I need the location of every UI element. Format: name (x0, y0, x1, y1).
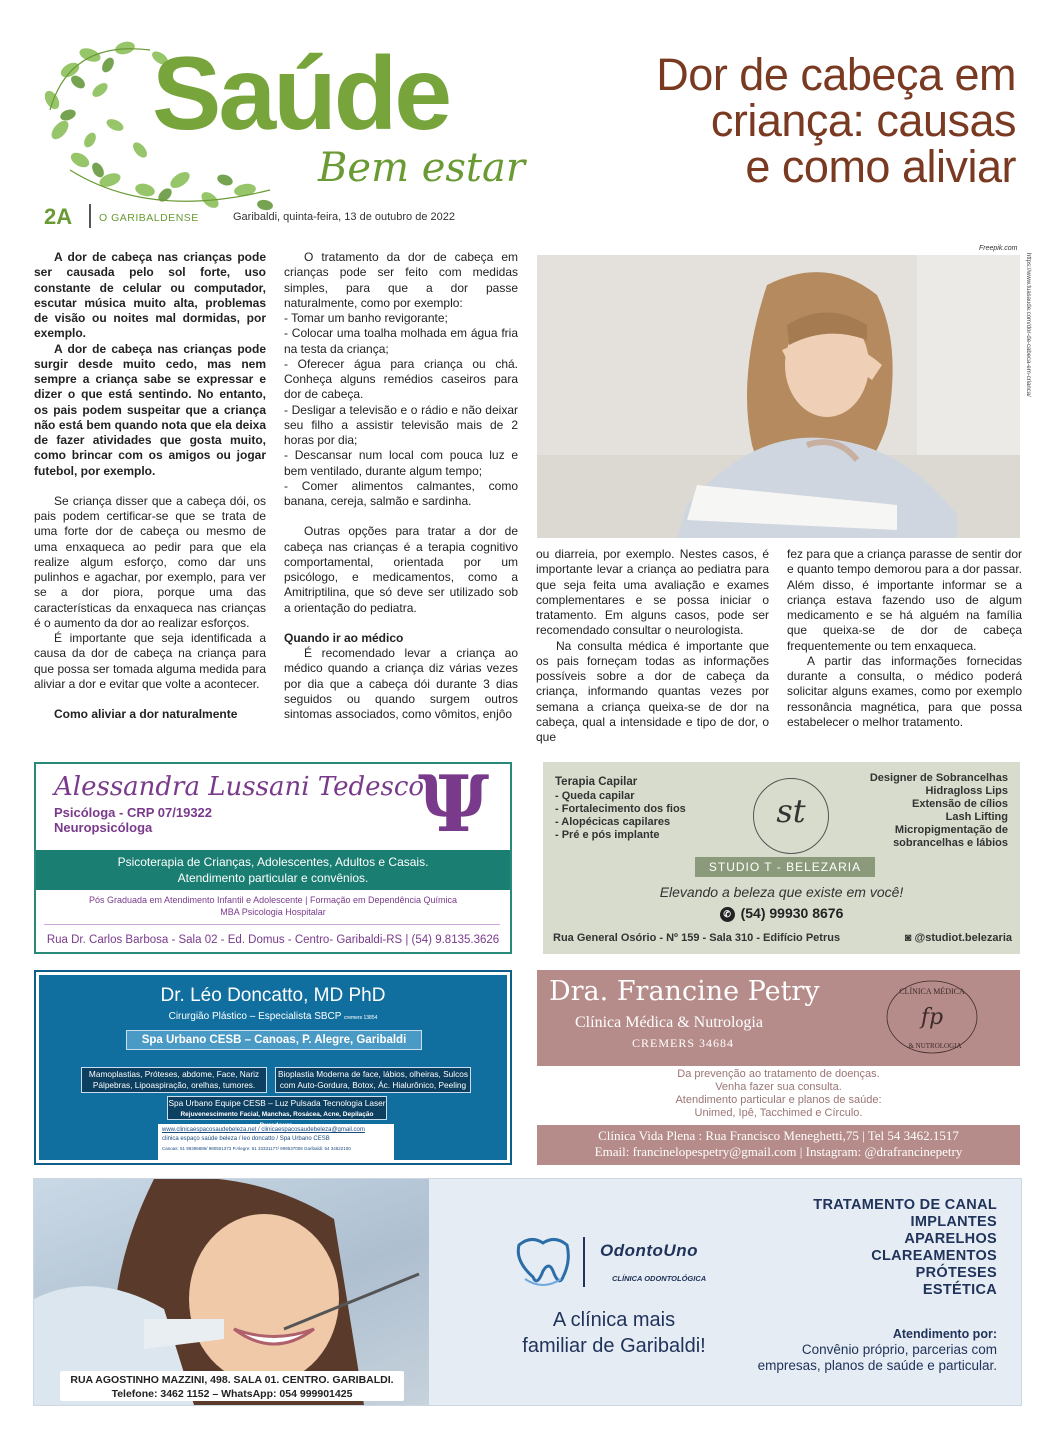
article-column-3 (536, 547, 769, 745)
section-logo-subtitle: Bem estar (318, 145, 525, 191)
list-item: - Colocar uma toalha molhada em água fria na testa da criança; (284, 326, 518, 356)
photo-source-url-text: https://www.tuasaude.com/dor-de-cabeca-em-crianca/ (1025, 253, 1031, 397)
ad-service-item: - Fortalecimento dos fios (555, 803, 686, 815)
ad-title: Neuropsicóloga (54, 820, 153, 835)
body-paragraph: É recomendado levar a criança ao médico quando a criança diz várias vezes por dia que a cabeça dói durante 3 dias seguidos ou quando surgem outros sintomas associados, como vômitos, enjôo (284, 646, 518, 721)
ad-service-item: - Pré e pós implante (555, 829, 660, 841)
logo-monogram: fp (920, 1005, 944, 1030)
article-column-1 (34, 250, 266, 722)
lead-paragraph: A dor de cabeça nas crianças pode ser causada pelo sol forte, uso constante de celular ou computador, escutar música muito alta, problemas de visão ou noites mal dormidas, por exemplo. (34, 250, 266, 341)
ad-crm: CREMERS 34684 (632, 1036, 735, 1050)
list-item: - Desligar a televisão e o rádio e não deixar seu filho a assistir televisão mais de 2 horas por dia; (284, 402, 518, 447)
logo-text-top: CLÍNICA MÉDICA (899, 987, 965, 996)
girl-with-headache-illustration (537, 255, 1020, 538)
ad-service-item: IMPLANTES (910, 1214, 997, 1230)
ad-studio-t (543, 762, 1020, 954)
ad-service-item: - Alopécicas capilares (555, 816, 671, 828)
headline-line: e como aliviar (745, 140, 1016, 192)
ad-contact-band (537, 1125, 1020, 1165)
ad-address: Rua General Osório - Nº 159 - Sala 310 - Edifício Petrus (553, 932, 841, 944)
ad-service-item: PRÓTESES (915, 1265, 997, 1281)
dateline: Garibaldi, quinta-feira, 13 de outubro de 2022 (233, 211, 455, 223)
ad-contacts (158, 1124, 394, 1160)
ad-spa-banner: Spa Urbano CESB – Canoas, P. Alegre, Garibaldi (126, 1030, 422, 1050)
ad-service-item: CLAREAMENTOS (871, 1248, 997, 1264)
ad-phones: Canoas: 51 99396886/ 980501373 P.Alegre: 51 33331177/ 999537008 Garibaldi: 54 34622100 (162, 1146, 351, 1151)
ad-service-item: Designer de Sobrancelhas (869, 772, 1008, 784)
body-paragraph: A partir das informações fornecidas durante a consulta, o médico poderá solicitar alguns exames, como por exemplo ressonância magnética, para que possa estabelecer o melhor tratamento. (787, 653, 1022, 729)
ad-psychologist (34, 762, 512, 954)
ad-address: Clínica Vida Plena : Rua Francisco Meneghetti,75 | Tel 54 3462.1517 (598, 1128, 959, 1143)
body-paragraph: Outras opções para tratar a dor de cabeça nas crianças é a terapia cognitivo comportamental, orientada por um psicólogo, e medicamentos, como a Amitriptilina, que só deve ser utilizado sob a orientação do pediatra. (284, 524, 518, 615)
ad-description (537, 1068, 1020, 1120)
masthead (30, 30, 560, 220)
ad-slogan (464, 1307, 764, 1359)
ad-services-band (36, 850, 510, 890)
ad-service-item: sobrancelhas e lábios (893, 837, 1008, 849)
body-paragraph: É importante que seja identificada a causa da dor de cabeça na criança para que possa ser tomada alguma medida para aliviar a dor e evitar que volte a acontecer. (34, 631, 266, 691)
ad-service-box: Bioplastia Moderna de face, lábios, olheiras, Sulcos com Auto-Gordura, Botox, Ác. Hialurônico, Peeling (275, 1067, 471, 1093)
body-paragraph: ou diarreia, por exemplo. Nestes casos, é importante levar a criança ao pediatra para que seja feita uma avaliação e exames complementares e se possa iniciar o tratamento. Em alguns casos, pode ser recomendado consultar o neurologista. (536, 547, 769, 638)
ad-title: Clínica Médica & Nutrologia (575, 1014, 763, 1031)
studio-name-banner: STUDIO T - BELEZARIA (695, 857, 875, 877)
ad-dentist-photo (34, 1179, 429, 1405)
body-paragraph: fez para que a criança parasse de sentir dor e quanto tempo demorou para a dor passar. Além disso, é importante informar se a criança estava fazendo uso de algum medicamento e se há alguém na família que queixa-se de dor de cabeça frequentemente ou tem enxaqueca. (787, 547, 1022, 653)
list-item: - Descansar num local com pouca luz e bem ventilado, durante algum tempo; (284, 448, 518, 478)
body-paragraph: O tratamento da dor de cabeça em crianças pode ser feito com medidas simples, para que a dor passe naturalmente, como por exemplo: (284, 250, 518, 310)
article-column-2 (284, 250, 518, 722)
subheading: Quando ir ao médico (284, 630, 404, 645)
ad-instagram-handle: @studiot.belezaria (914, 932, 1012, 944)
ad-attendance-text: Convênio próprio, parcerias com empresas, planos de saúde e particular. (757, 1342, 997, 1373)
ad-name: Dr. Léo Doncatto, MD PhD (160, 985, 386, 1006)
clinic-logo (877, 972, 987, 1062)
list-item: - Tomar um banho revigorante; (284, 311, 448, 325)
ad-brand-subtitle: CLÍNICA ODONTOLÓGICA (612, 1274, 707, 1283)
ad-address: RUA AGOSTINHO MAZZINI, 498. SALA 01. CENTRO. GARIBALDI. (70, 1374, 394, 1386)
ad-title-text: Cirurgião Plástico – Especialista SBCP (168, 1011, 342, 1022)
ad-service-box: Mamoplastias, Próteses, abdome, Face, Nariz Pálpebras, Lipoaspiração, orelhas, tumores. (81, 1067, 267, 1093)
ad-service-line: Psicoterapia de Crianças, Adolescentes, Adultos e Casais. (117, 855, 429, 869)
ad-service-title: Terapia Capilar (555, 776, 638, 788)
ad-crm: cremers 13854 (344, 1015, 378, 1021)
newspaper-name: O GARIBALDENSE (99, 212, 199, 224)
studio-monogram: st (776, 792, 806, 830)
psi-icon: Ψ (418, 762, 490, 850)
ad-description-line: Venha fazer sua consulta. (715, 1081, 842, 1093)
ad-plastic-surgeon (34, 970, 512, 1165)
ad-phone-number: (54) 99930 8676 (740, 905, 844, 921)
article-photo (537, 255, 1020, 538)
ad-service-item: TRATAMENTO DE CANAL (813, 1197, 997, 1213)
ad-slogan-line: A clínica mais (552, 1309, 676, 1331)
ad-nutrologist (537, 970, 1020, 1165)
ad-service-line: Atendimento particular e convênios. (177, 871, 369, 885)
ad-service-item: APARELHOS (904, 1231, 997, 1247)
ad-title (39, 1011, 507, 1022)
ad-address: Rua Dr. Carlos Barbosa - Sala 02 - Ed. Domus - Centro- Garibaldi-RS | (54) 9.8135.3626 (46, 934, 500, 946)
ad-brand: OdontoUno (600, 1241, 698, 1260)
ad-service-item: Hidragloss Lips (925, 785, 1008, 797)
ad-phone: Telefone: 3462 1152 – WhatsApp: 054 999901425 (111, 1388, 353, 1400)
photo-credit: Freepik.com (979, 245, 1018, 252)
ad-service-box (167, 1096, 387, 1120)
photo-source-url (1023, 255, 1033, 425)
ad-description-line: Unimed, Ipê, Tacchimed e Círculo. (694, 1107, 863, 1119)
ad-top-band (537, 970, 1020, 1066)
ad-title: Psicóloga - CRP 07/19322 (54, 805, 213, 820)
ad-name: Dra. Francine Petry (549, 976, 820, 1007)
ad-credentials: Pós Graduada em Atendimento Infantil e Adolescente | Formação em Dependência Química (88, 895, 458, 905)
ad-divider (44, 924, 500, 925)
headline-line: Dor de cabeça em (656, 49, 1016, 100)
ad-service-item: ESTÉTICA (922, 1282, 997, 1298)
body-paragraph: Na consulta médica é importante que os pais forneçam todas as informações possíveis sobre a dor de cabeça da criança, informando quantas vezes por semana a criança queixa-se de dor na cabeça, qual a intensidade e tipo de dor, o que (536, 638, 769, 744)
article-headline (556, 49, 1016, 192)
logo-text-bottom: & NUTROLOGIA (908, 1042, 962, 1050)
section-logo-title: Saúde (152, 36, 450, 152)
ad-service-item: Extensão de cílios (912, 798, 1008, 810)
ad-slogan-line: familiar de Garibaldi! (522, 1335, 706, 1357)
lead-paragraph: A dor de cabeça nas crianças pode surgir desde muito cedo, mas nem sempre a criança sabe se expressar e dizer o que está sentindo. No entanto, os pais podem suspeitar que a criança não está bem quando nota que ela deixa de fazer atividades que gosta muito, como brincar com os amigos ou jogar futebol, por exemplo. (34, 341, 266, 478)
ad-service-item: - Queda capilar (555, 790, 635, 802)
instagram-icon: ◙ (904, 932, 915, 944)
body-paragraph: Se criança disser que a cabeça dói, os pais podem certificar-se que se trata de uma forte dor de cabeça ou mesmo de uma enxaqueca ao pedir para que ela realize algum esforço, como dar uns pulinhos e agachar, por exemplo, para ver se a dor piora, porque uma das características da enxaqueca nas crianças é o aumento da dor ao realizar esforços. (34, 493, 266, 630)
ad-service-item: Lash Lifting (945, 811, 1008, 823)
ad-description-line: Da prevenção ao tratamento de doenças. (677, 1068, 880, 1080)
list-item: - Oferecer água para criança ou chá. Conheça alguns remédios caseiros para dor de cabeça. (284, 356, 518, 402)
ad-background (39, 975, 507, 1160)
ad-name: Alessandra Lussani Tedesco (54, 772, 425, 802)
ad-service-box-text: Rejuvenescimento Facial, Manchas, Rosácea, Acne, Depilação (180, 1111, 374, 1118)
subheading: Como aliviar a dor naturalmente (54, 707, 238, 721)
headline-line: criança: causas (710, 94, 1016, 146)
ad-email: Email: francinelopespetry@gmail.com | Instagram: @drafrancinepetry (594, 1144, 963, 1159)
ad-service-box-title: Spa Urbano Equipe CESB – Luz Pulsada Tecnologia Laser (168, 1098, 386, 1108)
ad-phone (543, 905, 1020, 922)
ad-website: www.clinicaespacosaudebeleza.net / clinicaespacosaudebeleza@gmail.com (162, 1127, 365, 1133)
page-number: 2A (44, 204, 73, 229)
ad-instagram (905, 932, 1012, 944)
ad-address-box (60, 1371, 404, 1401)
ad-description-line: Atendimento particular e planos de saúde: (675, 1094, 882, 1106)
list-item: - Comer alimentos calmantes, como banana, cereja, salmão e sardinha. (284, 478, 518, 508)
ad-slogan: Elevando a beleza que existe em você! (659, 884, 904, 900)
ad-service-item: Micropigmentação de (894, 824, 1008, 836)
whatsapp-icon: ✆ (720, 907, 735, 922)
ad-social: clinica espaço saúde beleza / leo doncatto / Spa Urbano CESB (162, 1136, 330, 1142)
ad-credentials: MBA Psicologia Hospitalar (220, 907, 326, 917)
ad-dental-clinic (33, 1178, 1022, 1406)
article-column-4 (787, 547, 1022, 730)
ad-attendance-title: Atendimento por: (892, 1327, 997, 1341)
header-divider (89, 204, 91, 228)
